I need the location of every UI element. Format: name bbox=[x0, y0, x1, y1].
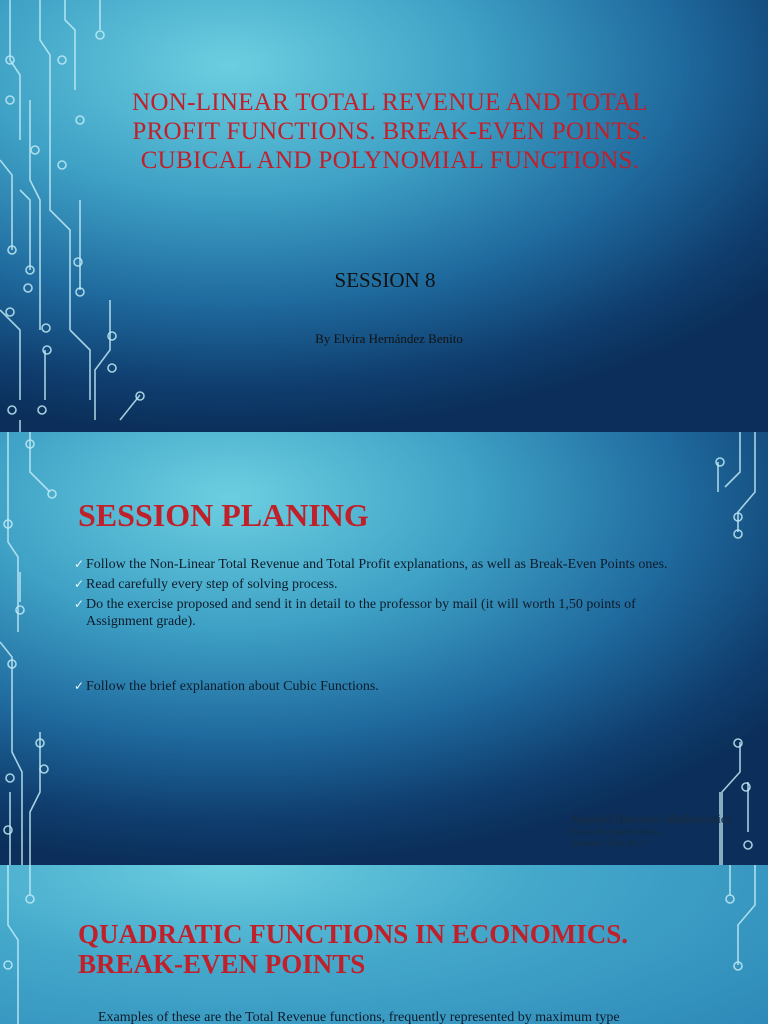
bullet-text: Follow the brief explanation about Cubic Functions. bbox=[86, 679, 379, 694]
bullet-list bbox=[74, 556, 684, 698]
slide-footer bbox=[570, 811, 732, 849]
footer-course: Applied Business Mathematics bbox=[570, 811, 732, 826]
author-line: By Elvira Hernández Benito bbox=[315, 331, 463, 346]
list-item bbox=[74, 678, 684, 695]
footer-author: Elvira Hernández Benito bbox=[570, 827, 660, 837]
bullet-text: Read carefully every step of solving process. bbox=[86, 577, 338, 592]
session-label: SESSION 8 bbox=[334, 268, 436, 292]
bullet-text: Do the exercise proposed and send it in detail to the professor by mail (it will worth 1,50 points of Assignment grade). bbox=[86, 597, 636, 629]
checkmark-icon: ✓ bbox=[74, 557, 85, 571]
slide-heading: SESSION PLANING bbox=[78, 497, 369, 533]
slide-session-planning bbox=[0, 432, 768, 865]
list-item bbox=[74, 556, 684, 573]
checkmark-icon: ✓ bbox=[74, 679, 85, 693]
list-item bbox=[74, 596, 684, 630]
title-line: NON-LINEAR TOTAL REVENUE AND TOTAL bbox=[132, 89, 648, 116]
title-line: PROFIT FUNCTIONS. BREAK-EVEN POINTS. bbox=[132, 118, 648, 145]
slide-heading bbox=[78, 919, 628, 979]
slide-body-text: Examples of these are the Total Revenue functions, frequently represented by maximum type bbox=[98, 1010, 620, 1024]
checkmark-icon: ✓ bbox=[74, 597, 85, 611]
title-line: CUBICAL AND POLYNOMIAL FUNCTIONS. bbox=[140, 147, 640, 174]
bullet-text: Follow the Non-Linear Total Revenue and Total Profit explanations, as well as Break-Even Points ones. bbox=[86, 557, 668, 572]
circuit-decoration-right bbox=[700, 432, 768, 865]
footer-year: Academic Year 20-21 bbox=[570, 838, 648, 848]
checkmark-icon: ✓ bbox=[74, 577, 85, 591]
slide-quadratic-functions bbox=[0, 865, 768, 1024]
circuit-decoration-right bbox=[700, 865, 768, 1024]
list-item bbox=[74, 576, 684, 593]
slide-title-heading bbox=[100, 88, 680, 175]
slide-title bbox=[0, 0, 768, 432]
heading-line: QUADRATIC FUNCTIONS IN ECONOMICS. bbox=[78, 919, 629, 949]
circuit-decoration-left bbox=[0, 432, 80, 865]
circuit-decoration bbox=[0, 0, 160, 432]
circuit-decoration-left bbox=[0, 865, 60, 1024]
heading-line: BREAK-EVEN POINTS bbox=[78, 949, 366, 979]
